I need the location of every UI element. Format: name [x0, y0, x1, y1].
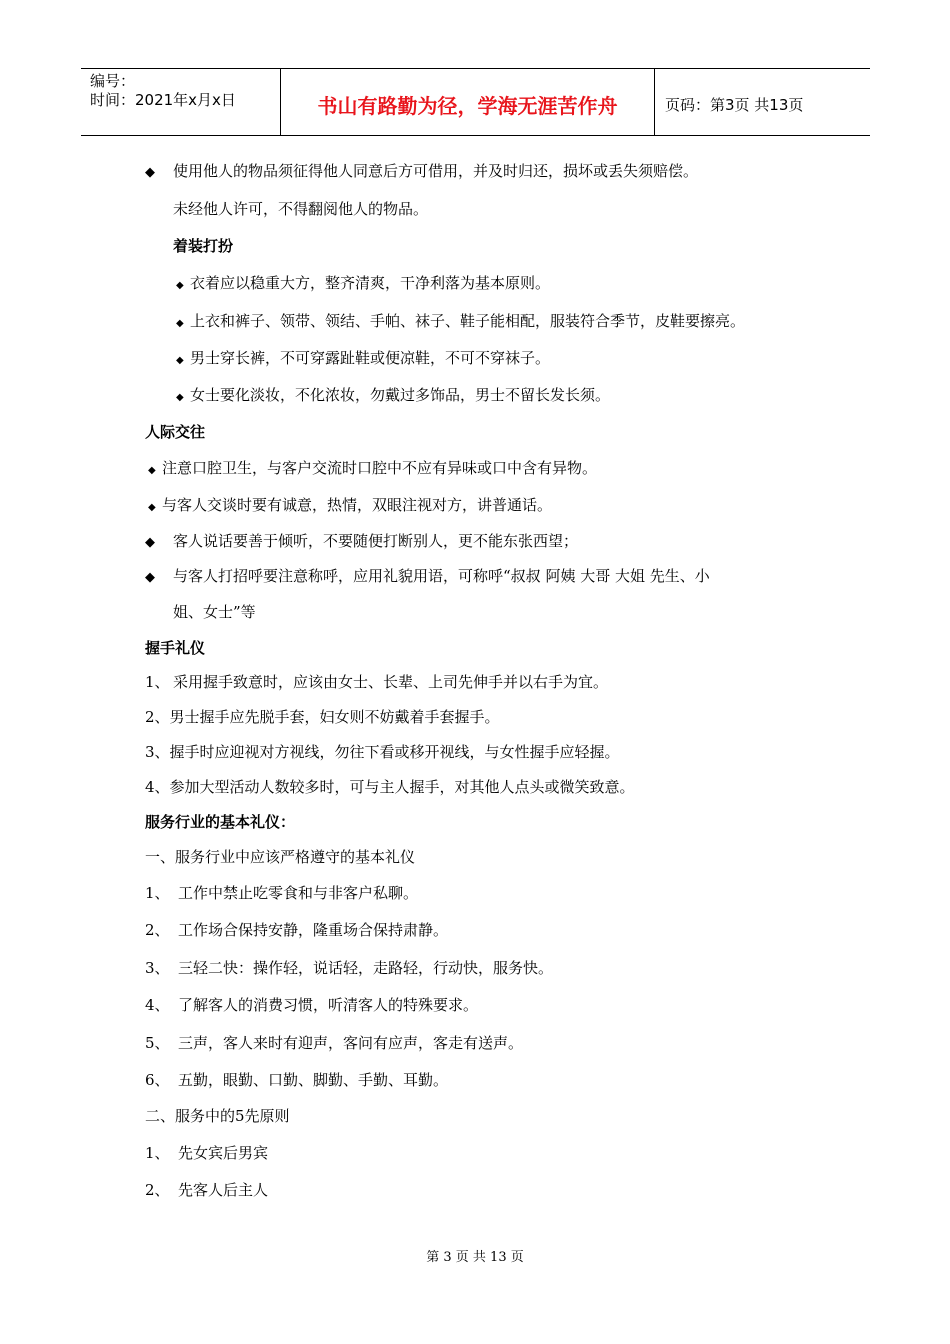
- list-item: [148, 495, 552, 518]
- line-text: 男士穿长裤，不可穿露趾鞋或便凉鞋，不可不穿袜子。: [190, 349, 551, 367]
- time-label: 时间：2021年x月x日: [90, 91, 236, 109]
- line-text: 三轻二快：操作轻，说话轻，走路轻，行动快，服务快。: [178, 959, 554, 977]
- list-item: [145, 161, 698, 183]
- item-number: 1、: [145, 673, 170, 691]
- diamond-bullet-icon: ◆: [148, 465, 156, 476]
- diamond-bullet-icon: ◆: [145, 535, 155, 550]
- number-label: 编号：: [90, 72, 136, 90]
- item-number: 1、: [145, 1144, 170, 1162]
- list-item: [145, 566, 710, 588]
- diamond-bullet-icon: ◆: [176, 318, 184, 329]
- numbered-item: [145, 1033, 523, 1053]
- item-number: 2、: [145, 1181, 170, 1199]
- item-number: 5、: [145, 1034, 170, 1052]
- line-text: 握手时应迎视对方视线，勿往下看或移开视线，与女性握手应轻握。: [169, 743, 620, 761]
- diamond-bullet-icon: ◆: [145, 570, 155, 585]
- line-text: 注意口腔卫生，与客户交流时口腔中不应有异味或口中含有异物。: [162, 459, 598, 477]
- line-text: 衣着应以稳重大方，整齐清爽，干净利落为基本原则。: [190, 274, 551, 292]
- item-number: 1、: [145, 884, 170, 902]
- subsection-title: 一、服务行业中应该严格遵守的基本礼仪: [145, 848, 416, 866]
- line-text: 上衣和裤子、领带、领结、手帕、袜子、鞋子能相配，服装符合季节，皮鞋要擦亮。: [190, 312, 746, 330]
- numbered-item: [145, 883, 418, 903]
- line-text: 参加大型活动人数较多时，可与主人握手，对其他人点头或微笑致意。: [169, 778, 635, 796]
- item-number: 3、: [145, 959, 170, 977]
- header-page-label: 页码：第3页 共13页: [665, 95, 804, 114]
- numbered-item: [145, 672, 608, 692]
- list-item: [148, 458, 597, 481]
- line-text: 先女宾后男宾: [178, 1144, 269, 1162]
- page-footer: 第 3 页 共 13 页: [426, 1250, 524, 1265]
- paragraph-line: 未经他人许可，不得翻阅他人的物品。: [173, 200, 429, 218]
- numbered-item: [145, 958, 553, 978]
- list-item: [145, 531, 578, 553]
- diamond-bullet-icon: ◆: [176, 392, 184, 403]
- line-text: 五勤，眼勤、口勤、脚勤、手勤、耳勤。: [178, 1071, 449, 1089]
- line-text: 工作场合保持安静，隆重场合保持肃静。: [178, 921, 449, 939]
- numbered-item: [145, 1180, 268, 1200]
- diamond-bullet-icon: ◆: [145, 165, 155, 180]
- list-item: [176, 348, 550, 371]
- list-item: [176, 273, 550, 296]
- line-text: 了解客人的消费习惯，听清客人的特殊要求。: [178, 996, 479, 1014]
- list-item: [176, 311, 745, 334]
- numbered-item: [145, 777, 635, 797]
- diamond-bullet-icon: ◆: [176, 280, 184, 291]
- subsection-title: 二、服务中的5先原则: [145, 1107, 290, 1125]
- paragraph-line: 姐、女士”等: [173, 603, 256, 621]
- numbered-item: [145, 995, 478, 1015]
- numbered-item: [145, 920, 448, 940]
- section-heading: 着装打扮: [173, 237, 234, 255]
- line-text: 使用他人的物品须征得他人同意后方可借用，并及时归还，损坏或丢失须赔偿。: [173, 162, 699, 180]
- line-text: 与客人交谈时要有诚意，热情，双眼注视对方，讲普通话。: [162, 496, 553, 514]
- item-number: 4、: [145, 996, 170, 1014]
- item-number: 2、: [145, 921, 170, 939]
- numbered-item: [145, 1143, 268, 1163]
- line-text: 女士要化淡妆，不化浓妆，勿戴过多饰品，男士不留长发长须。: [190, 386, 611, 404]
- numbered-item: [145, 1070, 448, 1090]
- line-text: 先客人后主人: [178, 1181, 269, 1199]
- item-number: 6、: [145, 1071, 170, 1089]
- item-number: 3、: [145, 743, 170, 761]
- line-text: 工作中禁止吃零食和与非客户私聊。: [178, 884, 419, 902]
- line-text: 三声，客人来时有迎声，客问有应声，客走有送声。: [178, 1034, 524, 1052]
- item-number: 4、: [145, 778, 170, 796]
- section-heading: 握手礼仪: [145, 639, 206, 657]
- list-item: [176, 385, 610, 408]
- diamond-bullet-icon: ◆: [148, 502, 156, 513]
- line-text: 男士握手应先脱手套，妇女则不妨戴着手套握手。: [169, 708, 500, 726]
- section-heading: 服务行业的基本礼仪：: [145, 813, 296, 831]
- line-text: 客人说话要善于倾听，不要随便打断别人，更不能东张西望；: [173, 532, 579, 550]
- header-meta: [81, 69, 281, 135]
- document-header: [81, 68, 870, 136]
- section-heading: 人际交往: [145, 423, 206, 441]
- line-text: 与客人打招呼要注意称呼，应用礼貌用语，可称呼“叔叔 阿姨 大哥 大姐 先生、小: [173, 567, 710, 585]
- diamond-bullet-icon: ◆: [176, 355, 184, 366]
- header-motto: 书山有路勤为径，学海无涯苦作舟: [281, 69, 655, 135]
- numbered-item: [145, 707, 500, 727]
- line-text: 采用握手致意时，应该由女士、长辈、上司先伸手并以右手为宜。: [173, 673, 609, 691]
- numbered-item: [145, 742, 620, 762]
- item-number: 2、: [145, 708, 170, 726]
